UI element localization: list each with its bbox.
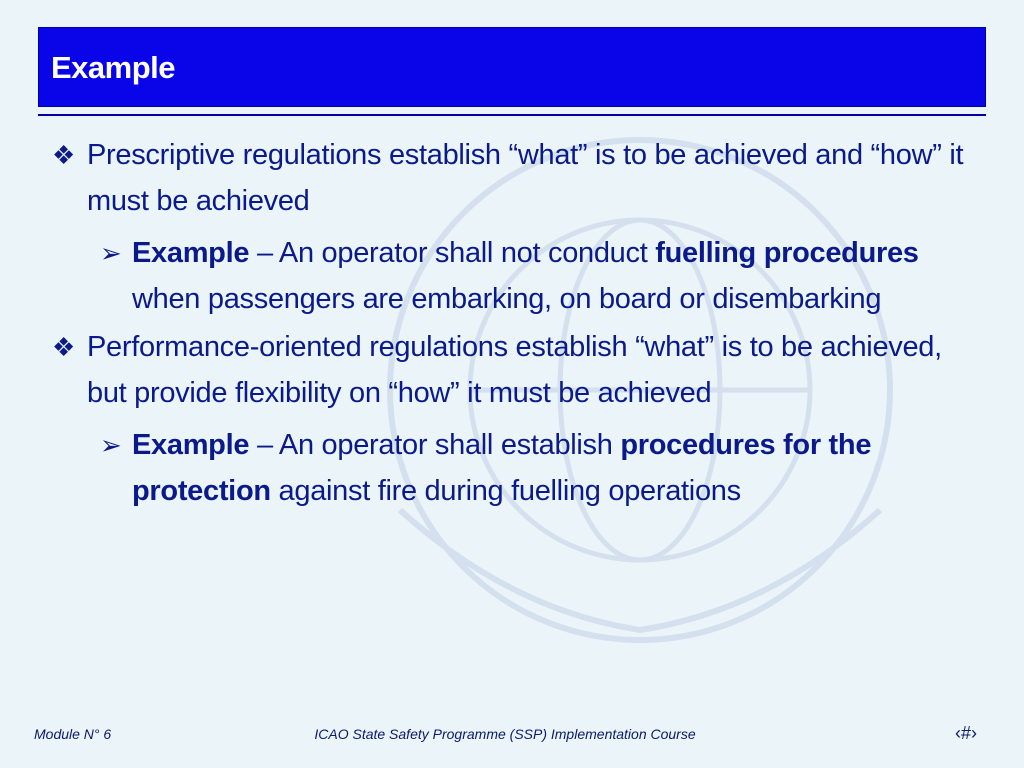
bullet-item-prescriptive bbox=[50, 132, 970, 224]
sub-bullet-emphasis: procedures for the protection bbox=[132, 429, 872, 507]
sub-bullet-item-example-1 bbox=[50, 230, 970, 322]
title-bar bbox=[38, 27, 986, 107]
footer-slide-number: ‹#› bbox=[955, 723, 977, 743]
sub-bullet-text-part: when passengers are embarking, on board or disembarking bbox=[132, 283, 882, 315]
sub-bullet-text-part: – An operator shall not conduct bbox=[249, 237, 656, 269]
four-diamond-bullet-icon: ❖ bbox=[52, 140, 76, 170]
four-diamond-bullet-icon: ❖ bbox=[52, 332, 76, 362]
bullet-list bbox=[50, 132, 970, 514]
arrowhead-bullet-icon: ➢ bbox=[100, 238, 122, 268]
sub-bullet-text-part: against fire during fuelling operations bbox=[270, 475, 741, 507]
sub-bullet-text-part: – An operator shall establish bbox=[249, 429, 621, 461]
example-label: Example bbox=[132, 237, 250, 269]
sub-bullet-emphasis: fuelling procedures bbox=[655, 237, 919, 269]
bullet-text: Performance-oriented regulations establish “what” is to be achieved, but provide flexibility on “how” it must be achieved bbox=[87, 331, 942, 409]
sub-bullet-item-example-2 bbox=[50, 422, 970, 514]
slide-title: Example bbox=[51, 50, 176, 85]
footer-course-title: ICAO State Safety Programme (SSP) Implementation Course bbox=[314, 726, 696, 742]
example-label: Example bbox=[132, 429, 250, 461]
footer-module-number: Module N° 6 bbox=[34, 726, 112, 742]
bullet-text: Prescriptive regulations establish “what” is to be achieved and “how” it must be achieved bbox=[87, 139, 964, 217]
bullet-item-performance bbox=[50, 324, 970, 416]
title-divider bbox=[38, 114, 986, 116]
arrowhead-bullet-icon: ➢ bbox=[100, 430, 122, 460]
